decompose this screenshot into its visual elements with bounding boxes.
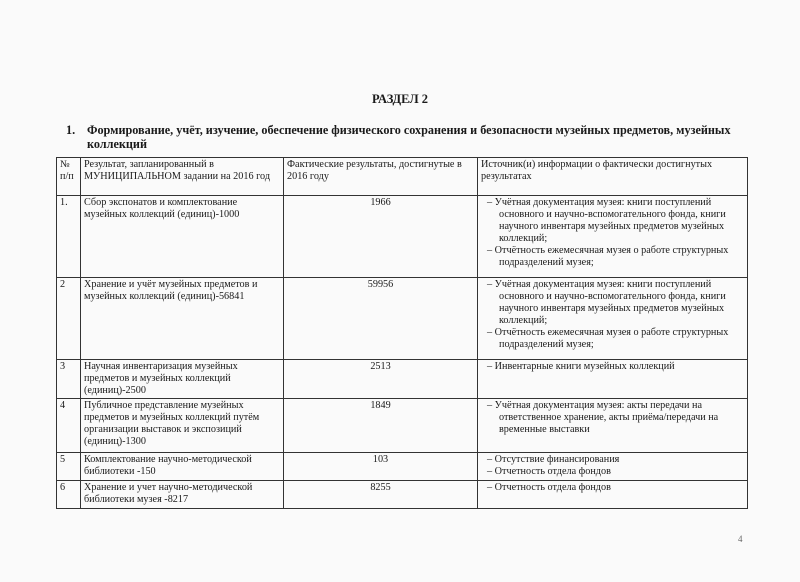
row-num: 2 <box>57 278 81 360</box>
row-actual: 2513 <box>284 360 478 399</box>
header-sources: Источник(и) информации о фактически достигнутых результатах <box>478 158 748 196</box>
header-planned: Результат, запланированный в МУНИЦИПАЛЬНОМ задании на 2016 год <box>81 158 284 196</box>
header-actual: Фактические результаты, достигнутые в 2016 году <box>284 158 478 196</box>
section-title: РАЗДЕЛ 2 <box>371 92 429 106</box>
row-sources <box>478 278 748 360</box>
source-item: – Отсутствие финансирования <box>487 454 620 465</box>
row-planned: Публичное представление музейных предметов и музейных коллекций путём организации выставок и экспозиций (единиц)-1300 <box>81 399 284 453</box>
row-actual: 1966 <box>284 196 478 278</box>
row-actual: 8255 <box>284 481 478 509</box>
row-actual: 1849 <box>284 399 478 453</box>
source-item: – Учётная документация музея: книги поступлений основного и научно-вспомогательного фонда, книги научного инвентаря музейных предметов музейных коллекций; <box>487 197 726 244</box>
row-sources <box>478 196 748 278</box>
source-item: – Инвентарные книги музейных коллекций <box>487 361 675 372</box>
row-sources <box>478 453 748 481</box>
table-row <box>57 196 748 278</box>
source-item: – Отчетность отдела фондов <box>487 482 611 493</box>
row-num: 4 <box>57 399 81 453</box>
table-row <box>57 360 748 399</box>
table-header-row <box>57 158 748 196</box>
row-planned: Сбор экспонатов и комплектование музейных коллекций (единиц)-1000 <box>81 196 284 278</box>
results-table <box>56 157 748 509</box>
table-row <box>57 481 748 509</box>
source-item: – Учётная документация музея: акты передачи на ответственное хранение, акты приёма/передачи на временные выставки <box>487 400 719 435</box>
subtitle-text: Формирование, учёт, изучение, обеспечение физического сохранения и безопасности музейных предметов, музейных коллекций <box>87 123 731 151</box>
row-planned: Комплектование научно-методической библиотеки -150 <box>81 453 284 481</box>
source-item: – Отчётность ежемесячная музея о работе структурных подразделений музея; <box>487 327 729 350</box>
row-sources <box>478 399 748 453</box>
row-planned: Хранение и учёт музейных предметов и музейных коллекций (единиц)-56841 <box>81 278 284 360</box>
subtitle-number: 1. <box>66 123 76 137</box>
row-num: 5 <box>57 453 81 481</box>
row-sources <box>478 481 748 509</box>
row-num: 3 <box>57 360 81 399</box>
table-row <box>57 453 748 481</box>
page-number: 4 <box>738 534 743 544</box>
source-item: – Учётная документация музея: книги поступлений основного и научно-вспомогательного фонда, книги научного инвентаря музейных предметов музейных коллекций; <box>487 279 726 326</box>
header-num: № п/п <box>57 158 81 196</box>
source-item: – Отчетность отдела фондов <box>487 466 611 477</box>
row-num: 1. <box>57 196 81 278</box>
row-actual: 59956 <box>284 278 478 360</box>
source-item: – Отчётность ежемесячная музея о работе структурных подразделений музея; <box>487 245 729 268</box>
row-planned: Научная инвентаризация музейных предметов и музейных коллекций (единиц)-2500 <box>81 360 284 399</box>
row-actual: 103 <box>284 453 478 481</box>
row-planned: Хранение и учет научно-методической библиотеки музея -8217 <box>81 481 284 509</box>
table-row <box>57 399 748 453</box>
table-row <box>57 278 748 360</box>
row-num: 6 <box>57 481 81 509</box>
row-sources <box>478 360 748 399</box>
